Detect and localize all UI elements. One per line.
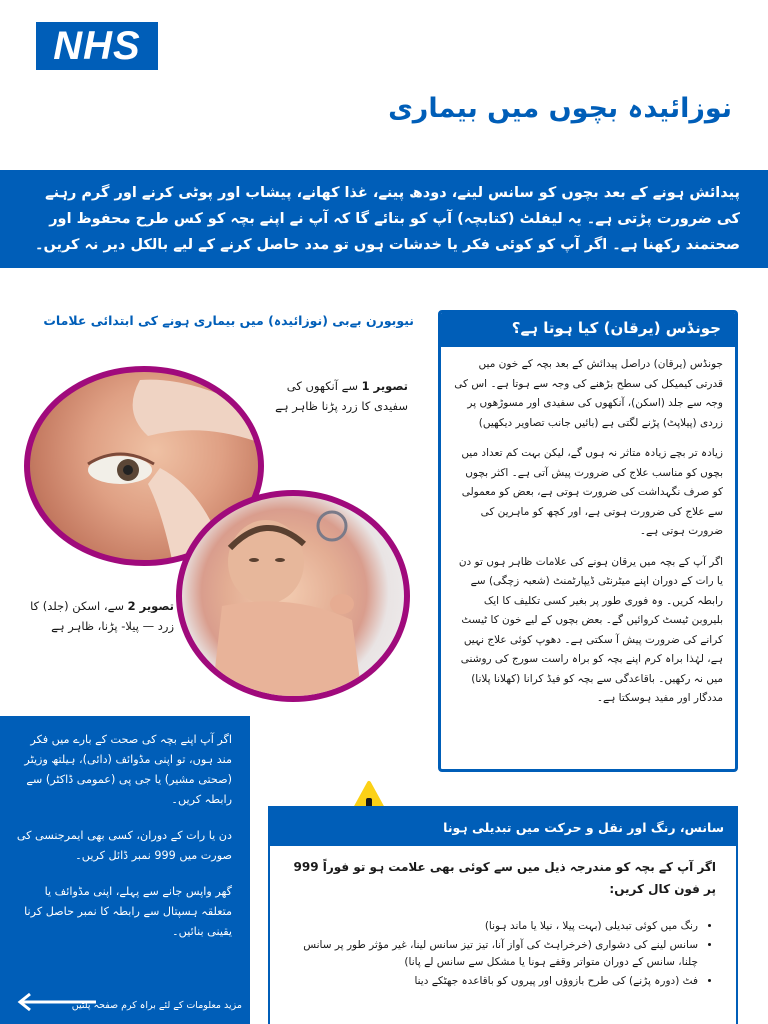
advice-paragraph: گھر واپس جانے سے پہلے، اپنی مڈوائف یا متعلقہ ہسپتال سے رابطہ کا نمبر حاصل کرنا یقینی بنائیں۔ <box>24 885 232 938</box>
breathing-heading: سانس، رنگ اور نقل و حرکت میں تبدیلی ہونا <box>270 808 736 846</box>
jaundice-paragraph: زیادہ تر بچے زیادہ متاثر نہ ہوں گے، لیکن بہت کم تعداد میں بچوں کو مناسب علاج کی ضرورت پیش آتی ہے۔ اکثر بچوں کو صرف نگہداشت کی ضرورت ہوتی ہے، بعض کو معمولی سے علاج کی ضرورت ہوتی ہے، اور کچھ کو ماہرین کی ضرورت ہوتی ہے۔ <box>461 447 723 537</box>
turn-page-text: مزید معلومات کے لئے براہ کرم صفحہ پلٹیں <box>71 1000 242 1011</box>
photo1-caption <box>268 376 408 416</box>
photo-yellow-skin-baby <box>176 490 410 702</box>
page-title: نوزائیدہ بچوں میں بیماری <box>388 93 732 124</box>
advice-paragraph: دن یا رات کے دوران، کسی بھی ایمرجنسی کی صورت میں 999 نمبر ڈائل کریں۔ <box>16 829 232 862</box>
breathing-intro: اگر آپ کے بچہ کو مندرجہ ذیل میں سے کوئی بھی علامت ہو تو فوراً 999 پر فون کال کریں: <box>293 860 716 896</box>
jaundice-heading: جونڈس (یرقان) کیا ہوتا ہے؟ <box>441 313 735 347</box>
photo1-label: تصویر 1 <box>361 379 408 393</box>
photo2-caption-text: سے، اسکن (جلد) کا زرد — پیلا- پڑنا، ظاہر ہے <box>30 599 174 633</box>
early-signs-heading: نیوبورن بےبی (نوزائیدہ) میں بیماری ہونے کی ابتدائی علامات <box>43 313 414 328</box>
photo2-label: تصویر 2 <box>127 599 174 613</box>
list-item: • فٹ (دورہ پڑنے) کی طرح بازوؤں اور پیروں کو باقاعدہ جھٹکے دینا <box>284 973 698 990</box>
list-item: • رنگ میں کوئی تبدیلی (بہت پیلا ، نیلا یا ماند ہونا) <box>284 918 698 935</box>
breathing-body <box>270 850 736 992</box>
jaundice-paragraph: جونڈس (یرقان) دراصل پیدائش کے بعد بچہ کے خون میں قدرتی کیمیکل کی سطح بڑھنے کی وجہ سے ہوتا ہے۔ اس کی وجہ سے جلد (اسکن)، آنکھوں کی سفیدی اور مسوڑھوں پر زردی (پیلاپٹ) پڑنے لگتی ہے (بائیں جانب تصاویر دیکھیں) <box>454 358 723 429</box>
turn-page-link[interactable] <box>8 988 244 1018</box>
jaundice-body <box>441 347 735 726</box>
intro-text: پیدائش ہونے کے بعد بچوں کو سانس لینے، دودھ پینے، غذا کھانے، پیشاب اور پوٹی کرنے اور گرم رہنے کی ضرورت پڑتی ہے۔ یہ لیفلٹ (کتابچہ) آپ کو بتائے گا کہ آپ نے اپنے بچہ کو کس طرح محفوظ اور صحتمند رکھنا ہے۔ اگر آپ کو کوئی فکر یا خدشات ہوں تو مدد حاصل کرنے کے لیے بالکل دیر نہ کریں۔ <box>35 185 740 253</box>
jaundice-paragraph: اگر آپ کے بچہ میں یرقان ہونے کی علامات ظاہر ہوں تو دن یا رات کے دوران اپنے میٹرنٹی ڈیپارٹمنٹ (شعبہ زچگی) سے رابطہ کریں۔ وہ فوری طور پر بغیر کسی تکلیف کا ایک بلیروبن ٹیسٹ کروائیں گے۔ بعض بچوں کے لیے خون کا ٹیسٹ کرانے کی ضرورت پیش آ سکتی ہے۔ دھوپ کوئی علاج نہیں ہے، لہٰذا براہ کرم اپنے بچہ کو براہ راست سورج کی روشنی میں نہ رکھیں۔ باقاعدگی سے بچہ کو فیڈ کرانا (کھلانا پلانا) مددگار اور مفید ہوسکتا ہے۔ <box>458 555 723 704</box>
list-item: • سانس لینے کی دشواری (خرخراہٹ کی آواز آنا، تیز تیز سانس لینا، غیر مؤثر طور پر سانس چلنا، سانس کے دوران متواتر وقفے ہونا یا مشکل سے سانس لے پانا) <box>284 937 698 971</box>
intro-banner <box>0 170 768 268</box>
jaundice-info-box <box>438 310 738 772</box>
photo1-caption-text: سے آنکھوں کی سفیدی کا زرد پڑنا ظاہر ہے <box>275 379 408 413</box>
symptom-list <box>284 918 716 990</box>
breathing-changes-box <box>268 806 738 1024</box>
nhs-logo: NHS <box>36 22 158 70</box>
contact-advice-box <box>0 716 250 1024</box>
advice-paragraph: اگر آپ اپنے بچہ کی صحت کے بارے میں فکر مند ہوں، تو اپنی مڈوائف (دائی)، ہیلتھ وزیٹر (صحتی مشیر) یا جی پی (عمومی ڈاکٹر) سے رابطہ کریں۔ <box>24 733 232 806</box>
baby-illustration <box>182 496 404 696</box>
photo2-caption <box>24 596 174 636</box>
